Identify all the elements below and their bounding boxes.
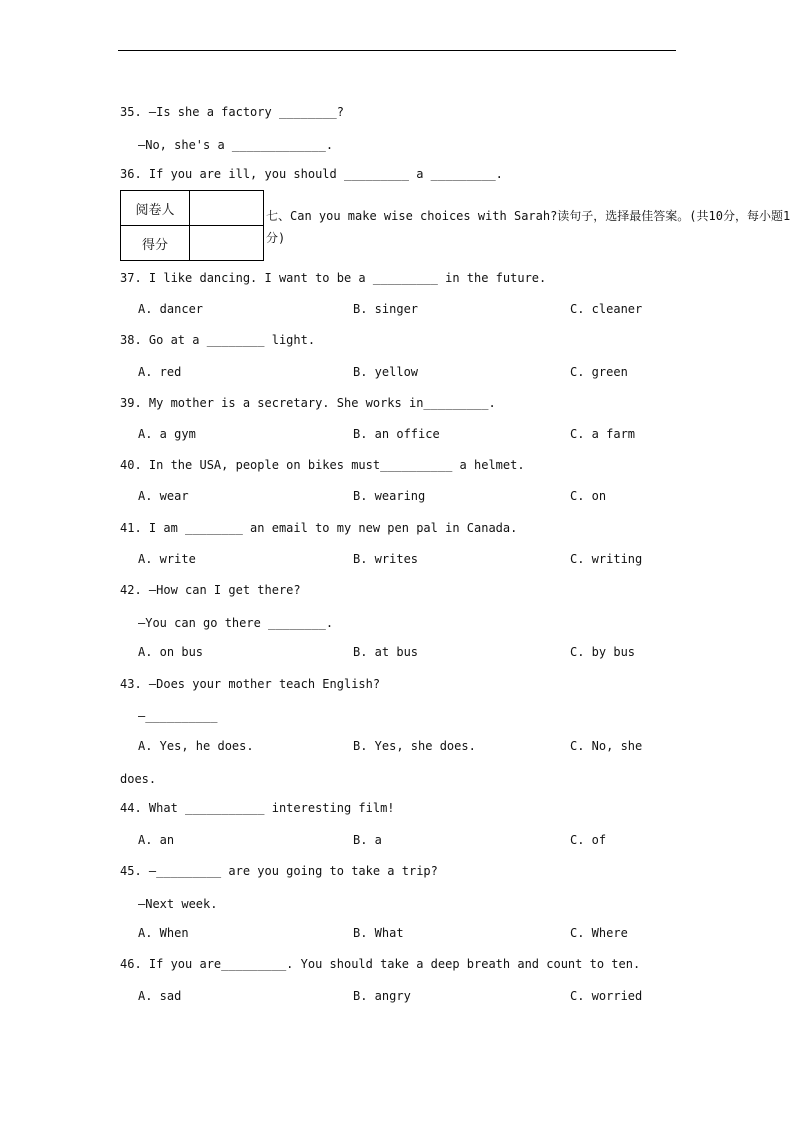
q45-answer: —Next week. (138, 897, 218, 911)
option-c: C. green (570, 365, 628, 379)
option-a: A. write (138, 552, 196, 566)
option-a: A. sad (138, 989, 182, 1003)
option-a: A. an (138, 833, 175, 847)
q35-stem: 35. —Is she a factory ________? (120, 105, 344, 119)
q38-stem: 38. Go at a ________ light. (120, 333, 316, 347)
q43-wrap: does. (120, 772, 157, 786)
score-blank (190, 226, 264, 261)
option-a: A. red (138, 365, 182, 379)
option-c: C. cleaner (570, 302, 643, 316)
option-b: B. angry (353, 989, 411, 1003)
option-b: B. an office (353, 427, 440, 441)
option-c: C. a farm (570, 427, 636, 441)
option-c: C. by bus (570, 645, 636, 659)
option-b: B. Yes, she does. (353, 739, 476, 753)
option-c: C. No, she (570, 739, 643, 753)
option-b: B. wearing (353, 489, 426, 503)
q42-answer: —You can go there ________. (138, 616, 334, 630)
q45-stem: 45. —_________ are you going to take a trip? (120, 864, 438, 878)
option-b: B. singer (353, 302, 419, 316)
option-a: A. dancer (138, 302, 204, 316)
q35-answer: —No, she's a _____________. (138, 138, 334, 152)
q40-stem: 40. In the USA, people on bikes must__________ a helmet. (120, 458, 525, 472)
option-c: C. writing (570, 552, 643, 566)
q46-stem: 46. If you are_________. You should take a deep breath and count to ten. (120, 957, 641, 971)
q37-stem: 37. I like dancing. I want to be a _________ in the future. (120, 271, 547, 285)
score-box (120, 190, 264, 261)
score-label: 得分 (121, 226, 190, 261)
option-a: A. a gym (138, 427, 196, 441)
section-heading: 七、Can you make wise choices with Sarah?读句子，选择最佳答案。(共10分，每小题1分) (266, 209, 791, 245)
option-c: C. worried (570, 989, 643, 1003)
option-a: A. Yes, he does. (138, 739, 254, 753)
q42-stem: 42. —How can I get there? (120, 583, 301, 597)
option-c: C. of (570, 833, 607, 847)
option-b: B. at bus (353, 645, 419, 659)
q43-stem: 43. —Does your mother teach English? (120, 677, 381, 691)
q43-answer: —__________ (138, 709, 218, 723)
q44-stem: 44. What ___________ interesting film! (120, 801, 395, 815)
option-b: B. What (353, 926, 404, 940)
option-b: B. a (353, 833, 382, 847)
option-c: C. on (570, 489, 607, 503)
option-c: C. Where (570, 926, 628, 940)
grader-blank (190, 191, 264, 226)
header-rule (118, 50, 676, 51)
option-a: A. When (138, 926, 189, 940)
option-a: A. wear (138, 489, 189, 503)
option-b: B. yellow (353, 365, 419, 379)
q36-stem: 36. If you are ill, you should _________ a _________. (120, 167, 503, 181)
option-b: B. writes (353, 552, 419, 566)
q41-stem: 41. I am ________ an email to my new pen pal in Canada. (120, 521, 518, 535)
q39-stem: 39. My mother is a secretary. She works in_________. (120, 396, 496, 410)
option-a: A. on bus (138, 645, 204, 659)
grader-label: 阅卷人 (121, 191, 190, 226)
